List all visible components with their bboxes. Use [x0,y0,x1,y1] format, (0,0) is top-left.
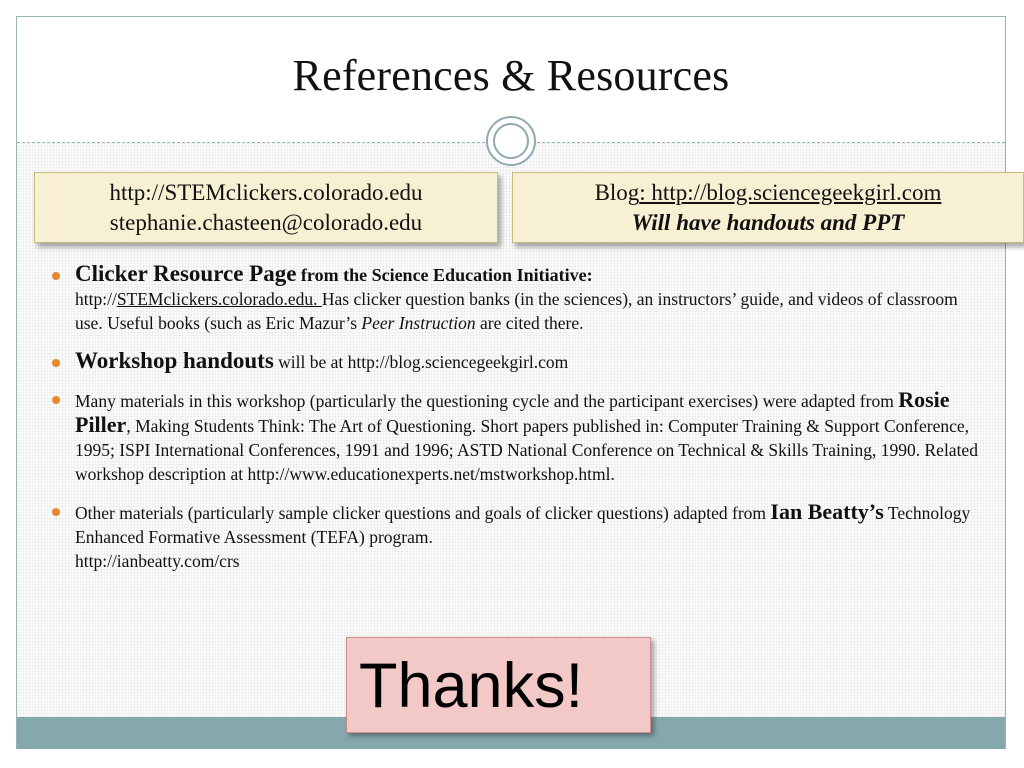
book-title: Peer Instruction [361,313,476,333]
blog-prefix: Blog [594,180,640,205]
site-url[interactable]: http://STEMclickers.colorado.edu [109,180,423,205]
bullet-dot-icon [52,396,60,404]
slide-title: References & Resources [292,51,730,100]
piller-text-end: , Making Students Think: The Art of Questioning. Short papers published in: Computer Training & Support Conference, 1995; ISPI International Conferences, 1991 and 1996; ASTD National Conference on Technical & Skills Training, 1990. Related workshop description at http://www.educationexperts.net/mstworkshop.html. [75,416,978,484]
beatty-url[interactable]: http://ianbeatty.com/crs [75,551,240,571]
url-prefix: http:// [75,289,117,309]
beatty-text-start: Other materials (particularly sample clicker questions and goals of clicker questions) adapted from [75,503,771,523]
clicker-resource-text-end: are cited there. [475,313,584,333]
email-address[interactable]: stephanie.chasteen@colorado.edu [109,210,423,235]
bullet-dot-icon [52,272,60,280]
bullet-dot-icon [52,508,60,516]
handouts-note: Will have handouts and PPT [631,210,905,235]
piller-name: Rosie Piller [75,387,950,437]
thanks-box: Thanks! [346,637,651,733]
clicker-resource-text: Has clicker question banks (in the sciences), an instructors’ guide, and videos of classroom use. Useful books (such as Eric Mazur’s [75,289,958,333]
bullet-workshop-handouts [50,349,980,374]
bullet-ian-beatty [50,500,980,573]
beatty-text-end: Technology Enhanced Formative Assessment (TEFA) program. [75,503,971,547]
blog-line [513,178,1023,208]
blog-link[interactable]: : http://blog.sciencegeekgirl.com [639,180,942,205]
workshop-handouts-heading: Workshop handouts [75,348,274,373]
divider-ring-ornament [486,116,536,166]
bullet-clicker-resource [50,262,980,335]
bullet-rosie-piller [50,388,980,486]
clicker-resource-subheading: from the Science Education Initiative: [296,265,593,285]
beatty-name: Ian Beatty’s [770,499,884,524]
contact-callout [34,172,498,243]
workshop-handouts-text: will be at http://blog.sciencegeekgirl.com [273,352,569,372]
blog-callout [512,172,1024,243]
piller-text-start: Many materials in this workshop (particularly the questioning cycle and the participant exercises) were adapted from [75,391,899,411]
clicker-resource-heading: Clicker Resource Page [75,261,297,286]
bullet-list [50,262,980,573]
stemclickers-link[interactable]: STEMclickers.colorado.edu. [116,289,322,309]
bullet-dot-icon [52,359,60,367]
